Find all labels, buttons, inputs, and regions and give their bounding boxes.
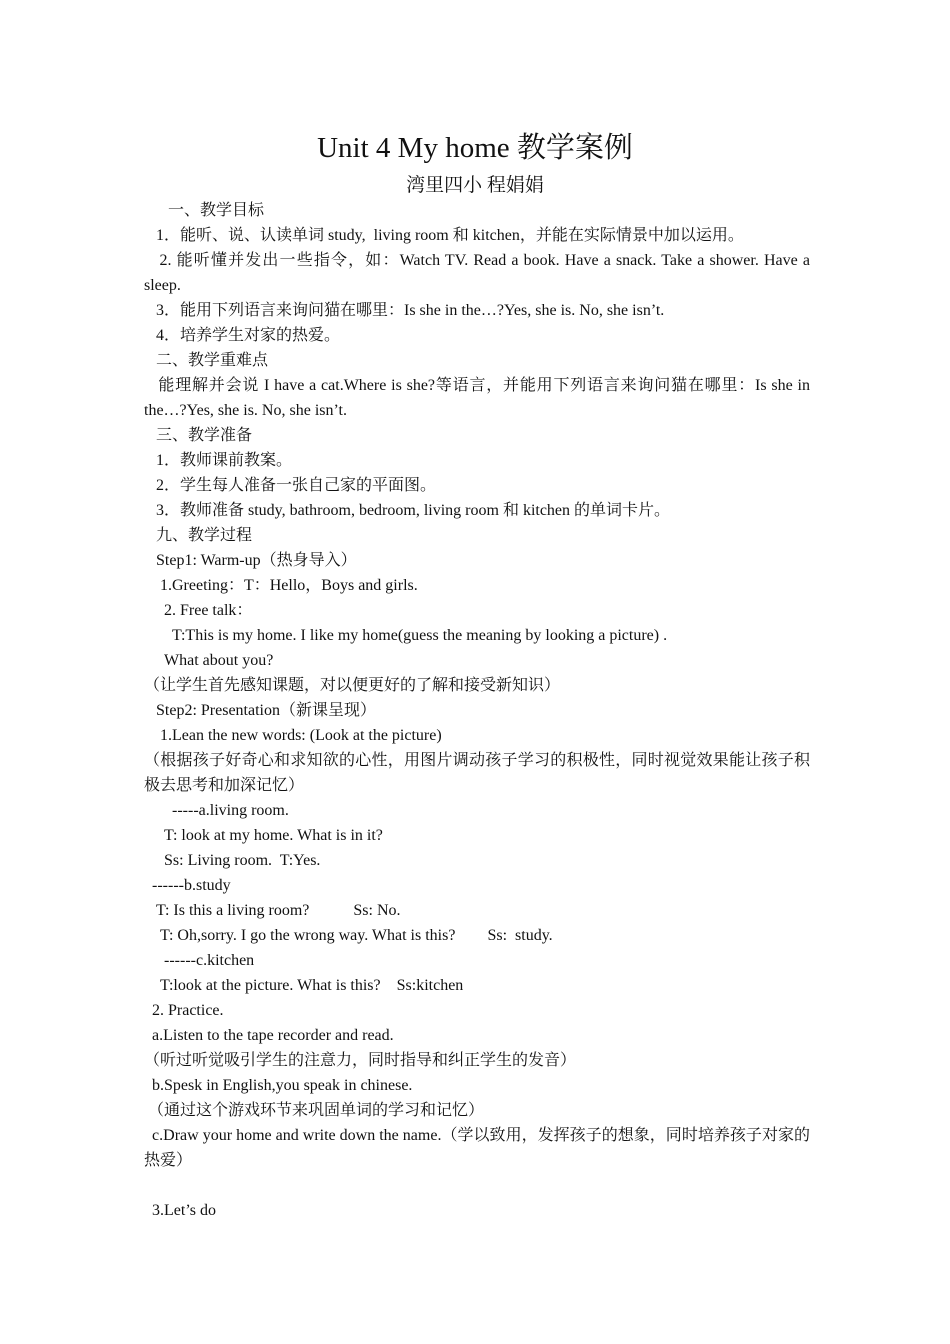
- document-line: 三、教学准备: [144, 427, 253, 444]
- document-line: c.Draw your home and write down the name.（学以致用，发挥孩子的想象，同时培养孩子对家的热爱）: [144, 1127, 810, 1169]
- document-line: （听过听觉吸引学生的注意力，同时指导和纠正学生的发音）: [144, 1052, 577, 1069]
- document-line: Step2: Presentation（新课呈现）: [144, 702, 376, 719]
- document-line: What about you?: [144, 652, 274, 669]
- document-line: 3．教师准备 study, bathroom, bedroom, living room 和 kitchen 的单词卡片。: [144, 502, 671, 519]
- document-line: b.Spesk in English,you speak in chinese.: [144, 1077, 413, 1094]
- document-line: 一、教学目标: [144, 202, 265, 219]
- document-line: 1．教师课前教案。: [144, 452, 293, 469]
- blank-line: [144, 1173, 810, 1198]
- document-line: 1.Greeting：T：Hello，Boys and girls.: [144, 577, 418, 594]
- document-line: 2. Free talk：: [144, 602, 253, 619]
- document-line: 4．培养学生对家的热爱。: [144, 327, 341, 344]
- document-line: 能理解并会说 I have a cat.Where is she?等语言，并能用下列语言来询问猫在哪里：Is she in the…?Yes, she is. No, she isn’t.: [144, 377, 814, 419]
- document-line: T: look at my home. What is in it?: [144, 827, 383, 844]
- document-line: Ss: Living room. T:Yes.: [144, 852, 321, 869]
- document-line: 2. Practice.: [144, 1002, 224, 1019]
- document-line: 九、教学过程: [144, 527, 253, 544]
- document-title: Unit 4 My home 教学案例: [317, 132, 633, 164]
- document-line: （通过这个游戏环节来巩固单词的学习和记忆）: [144, 1102, 485, 1119]
- document-line: a.Listen to the tape recorder and read.: [144, 1027, 394, 1044]
- document-line: 2. 能听懂并发出一些指令，如：Watch TV. Read a book. Have a snack. Take a shower. Have a sleep.: [144, 252, 815, 294]
- document-line: （根据孩子好奇心和求知欲的心性，用图片调动孩子学习的积极性，同时视觉效果能让孩子积极去思考和加深记忆）: [144, 752, 810, 794]
- document-line: ------b.study: [144, 877, 231, 894]
- document-line: T:This is my home. I like my home(guess the meaning by looking a picture) .: [144, 627, 668, 644]
- document-line: 3．能用下列语言来询问猫在哪里：Is she in the…?Yes, she is. No, she isn’t.: [144, 302, 665, 319]
- document-line: 2．学生每人准备一张自己家的平面图。: [144, 477, 437, 494]
- document-line: （让学生首先感知课题，对以便更好的了解和接受新知识）: [144, 677, 561, 694]
- document-line: 3.Let’s do: [144, 1202, 216, 1219]
- document-line: 1.Lean the new words: (Look at the picture): [144, 727, 442, 744]
- document-line: -----a.living room.: [144, 802, 289, 819]
- document-author: 湾里四小 程娟娟: [406, 175, 544, 196]
- document-line: T: Is this a living room? Ss: No.: [144, 902, 401, 919]
- document-line: 1．能听、说、认读单词 study, living room 和 kitchen，并能在实际情景中加以运用。: [144, 227, 744, 244]
- document-line: T:look at the picture. What is this? Ss:kitchen: [144, 977, 464, 994]
- document-line: 二、教学重难点: [144, 352, 269, 369]
- document-line: T: Oh,sorry. I go the wrong way. What is this? Ss: study.: [144, 927, 553, 944]
- document-line: Step1: Warm-up（热身导入）: [144, 552, 357, 569]
- document-body: [144, 198, 815, 1223]
- document-line: ------c.kitchen: [144, 952, 255, 969]
